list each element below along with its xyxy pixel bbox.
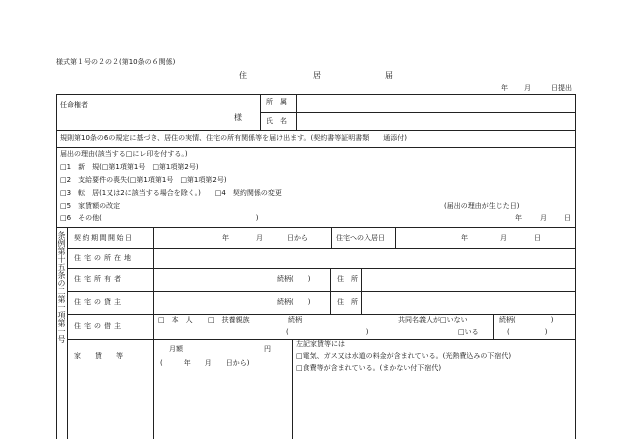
department-field[interactable] <box>297 95 574 111</box>
submission-day: 日提出 <box>551 84 572 92</box>
contract-start-label: 契約期間開始日 <box>74 234 134 242</box>
appointer-honorific: 様 <box>234 113 242 122</box>
reason-occurred-label: (届出の理由が生じた日) <box>444 202 520 210</box>
contract-start-year: 年 <box>222 234 229 242</box>
reason-item-6[interactable]: □6 その他( ) <box>60 214 259 222</box>
move-in-year: 年 <box>461 234 468 242</box>
rent-note-meals[interactable]: □食費等が含まれている。(まかない付下宿代) <box>296 364 442 372</box>
owner-address-label: 住 所 <box>337 275 358 283</box>
submission-year: 年 <box>501 84 508 92</box>
reason-item-1[interactable]: □1 新 規(□第1項第1号 □第1項第2号) <box>60 163 199 171</box>
lender-label: 住宅の貸主 <box>74 298 124 306</box>
rent-note-heading: 左記家賃等には <box>296 340 345 348</box>
move-in-month: 月 <box>500 234 507 242</box>
borrower-relation: 続柄 <box>288 316 302 324</box>
occurred-month: 月 <box>540 214 547 222</box>
contract-start-month: 月 <box>256 234 263 242</box>
form-title-char-1: 住 <box>239 71 247 80</box>
name-label: 氏 名 <box>266 117 287 125</box>
contract-start-from: 日から <box>287 234 308 242</box>
move-in-day: 日 <box>534 234 541 242</box>
occurred-day: 日 <box>564 214 571 222</box>
location-field[interactable] <box>154 249 574 267</box>
appointer-label: 任命権者 <box>60 101 88 109</box>
co-signer-absent[interactable]: 共同名義人が□いない <box>398 316 468 324</box>
department-label: 所 属 <box>266 98 287 106</box>
residence-form <box>56 94 575 439</box>
owner-relation: 続柄( ) <box>277 275 311 283</box>
form-id: 様式第１号の２の２(第10条の６関係) <box>56 58 176 66</box>
rent-yen: 円 <box>264 345 271 353</box>
reason-item-2[interactable]: □2 支給要件の喪失(□第1項第1号 □第1項第2号) <box>60 176 227 184</box>
rent-note-utilities[interactable]: □電気、ガス又は水道の料金が含まれている。(光熱費込みの下宿代) <box>296 352 512 360</box>
lender-address-label: 住 所 <box>337 298 358 306</box>
reason-item-3[interactable]: □3 転 居(1又は2に該当する場合を除く。) □4 契約関係の変更 <box>60 189 282 197</box>
co-signer-relation-paren: ( ) <box>507 328 548 336</box>
reason-heading: 届出の理由(該当する□にレ印を付する。) <box>60 150 188 158</box>
submission-month: 月 <box>524 84 531 92</box>
borrower-relation-paren: ( ) <box>286 328 369 336</box>
statement-text: 規則第10条の6の規定に基づき、居住の実情、住宅の所有関係等を届け出ます。(契約書等証明書類 通添付) <box>60 134 407 142</box>
borrower-dependent-option[interactable]: □ 扶養親族 <box>208 316 250 324</box>
borrower-self-option[interactable]: □ 本 人 <box>158 316 193 324</box>
form-title-char-2: 居 <box>313 71 321 80</box>
co-signer-present[interactable]: □いる <box>458 328 479 336</box>
owner-label: 住宅所有者 <box>74 275 124 283</box>
reason-item-5[interactable]: □5 家賃額の改定 <box>60 202 121 210</box>
occurred-year: 年 <box>515 214 522 222</box>
borrower-label: 住宅の借主 <box>74 322 124 330</box>
lender-relation: 続柄( ) <box>277 298 311 306</box>
rent-label: 家 賃 等 <box>74 352 123 360</box>
move-in-label: 住宅への入居日 <box>336 234 385 242</box>
location-label: 住宅の所在地 <box>74 254 134 262</box>
article-side-label: 条例第十五条の二第一項第一号 <box>57 231 66 343</box>
rent-monthly: 月額 <box>169 345 183 353</box>
co-signer-relation: 続柄( ) <box>499 316 554 324</box>
rent-date-paren: ( 年 月 日から) <box>160 359 250 367</box>
form-title-char-3: 届 <box>385 71 393 80</box>
name-field[interactable] <box>297 113 574 129</box>
